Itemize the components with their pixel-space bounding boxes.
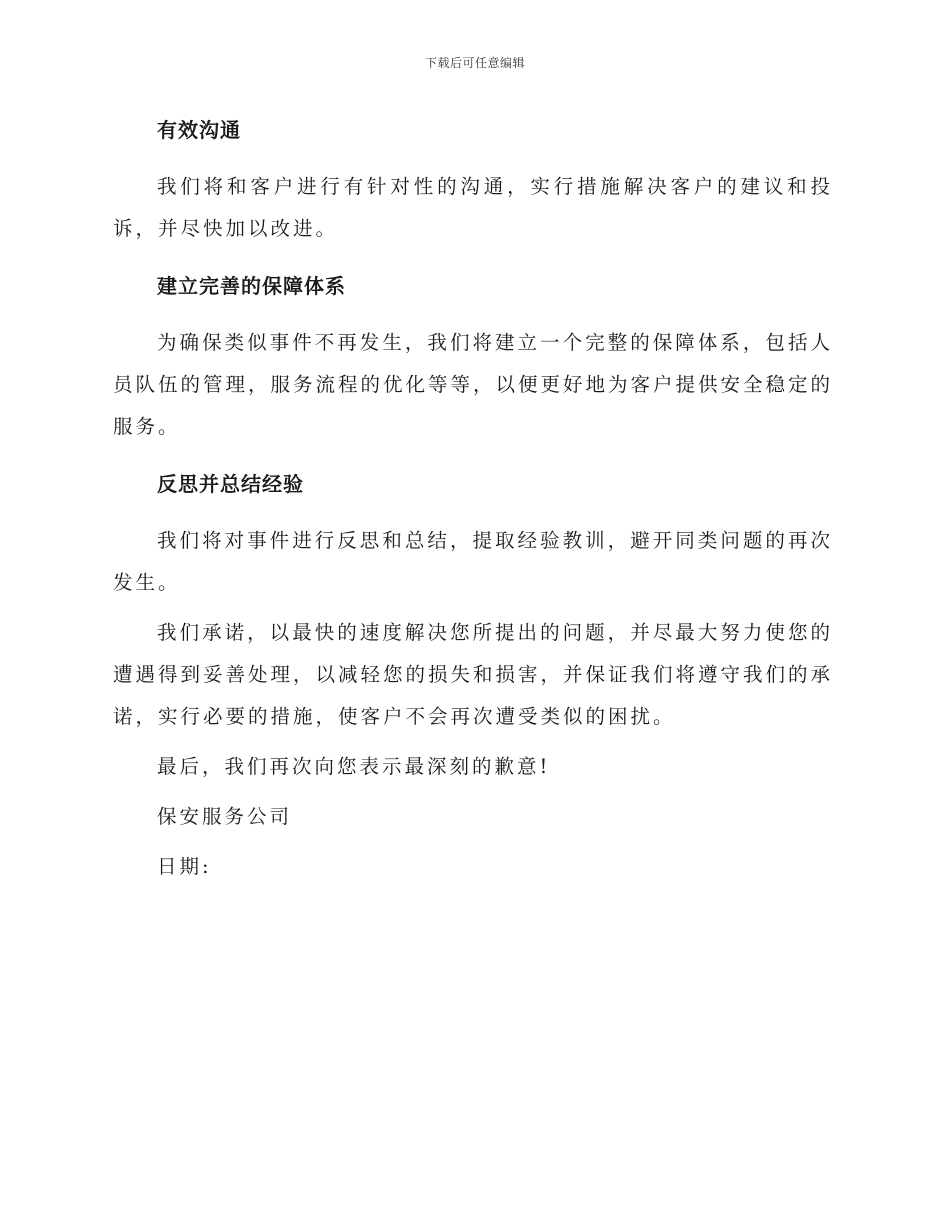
- page-header: 下载后可任意编辑: [424, 56, 525, 70]
- section-guarantee-system: [113, 272, 833, 448]
- section-heading: 有效沟通: [157, 118, 241, 142]
- section-paragraph: 为确保类似事件不再发生，我们将建立一个完整的保障体系，包括人员队伍的管理，服务流程的优化等等，以便更好地为客户提供安全稳定的服务。: [113, 331, 834, 438]
- document-body: [113, 108, 833, 888]
- section-heading: 反思并总结经验: [157, 472, 304, 496]
- section-heading: 建立完善的保障体系: [157, 274, 346, 298]
- company-signature: 保安服务公司: [157, 805, 293, 828]
- date-label: 日期:: [157, 855, 212, 878]
- section-paragraph: 我们将和客户进行有针对性的沟通，实行措施解决客户的建议和投诉，并尽快加以改进。: [113, 175, 833, 240]
- section-effective-communication: [113, 116, 833, 250]
- section-paragraph: 我们将对事件进行反思和总结，提取经验教训，避开同类问题的再次发生。: [113, 529, 833, 594]
- apology-line: 最后，我们再次向您表示最深刻的歉意!: [157, 755, 551, 778]
- section-reflect-summarize: [113, 470, 833, 604]
- promise-paragraph: 我们承诺，以最快的速度解决您所提出的问题，并尽最大努力使您的遭遇得到妥善处理，以减轻您的损失和损害，并保证我们将遵守我们的承诺，实行必要的措施，使客户不会再次遭受类似的困扰。: [113, 621, 834, 728]
